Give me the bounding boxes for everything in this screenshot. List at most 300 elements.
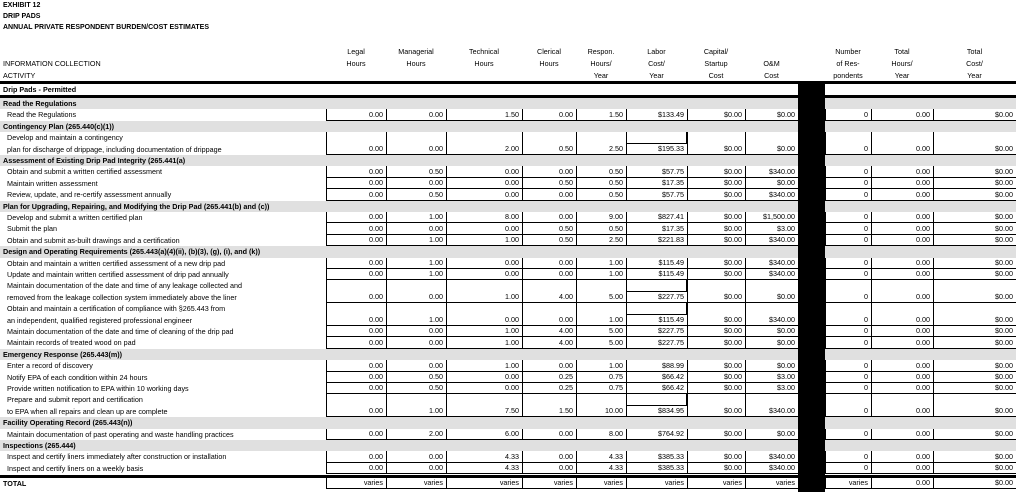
cell-value: 0.00 bbox=[369, 463, 383, 473]
cell-value: 0.00 bbox=[505, 314, 519, 324]
activity-label: Read the Regulations bbox=[7, 110, 77, 120]
cell-value: $0.00 bbox=[777, 292, 795, 302]
value-cell bbox=[745, 212, 799, 223]
value-cell bbox=[933, 269, 1016, 280]
cell-value: 0.00 bbox=[916, 428, 930, 438]
cell-value: 0.00 bbox=[505, 178, 519, 188]
cell-value: $0.00 bbox=[724, 235, 742, 245]
total-cell bbox=[825, 478, 872, 489]
value-cell bbox=[687, 235, 746, 246]
cell-value: 5.00 bbox=[609, 337, 623, 347]
value-cell bbox=[446, 178, 523, 189]
cell-value: $0.00 bbox=[777, 143, 795, 153]
cell-value: 0.50 bbox=[559, 178, 573, 188]
cell-value: 0.00 bbox=[505, 269, 519, 279]
cell-value: $0.00 bbox=[995, 178, 1013, 188]
value-cell bbox=[626, 463, 688, 474]
table-row bbox=[0, 258, 1016, 269]
value-cell bbox=[522, 463, 577, 474]
value-cell bbox=[576, 132, 627, 155]
value-cell bbox=[626, 178, 688, 189]
cell-value: $0.00 bbox=[777, 109, 795, 119]
value-cell bbox=[871, 258, 934, 269]
cell-value: 0.00 bbox=[429, 223, 443, 233]
cell-value: 0.00 bbox=[429, 109, 443, 119]
cell-value: $0.00 bbox=[995, 463, 1013, 473]
value-cell bbox=[522, 212, 577, 223]
value-cell bbox=[326, 383, 387, 394]
value-cell bbox=[446, 258, 523, 269]
value-cell bbox=[745, 372, 799, 383]
cell-value: $0.00 bbox=[724, 314, 742, 324]
activity-label: Notify EPA of each condition within 24 hours bbox=[7, 372, 148, 382]
value-cell bbox=[576, 337, 627, 348]
value-cell bbox=[326, 166, 387, 177]
cell-value: 4.00 bbox=[559, 337, 573, 347]
cell-value: 1.50 bbox=[559, 406, 573, 416]
value-cell bbox=[871, 337, 934, 348]
cell-value: $0.00 bbox=[995, 360, 1013, 370]
value-cell bbox=[576, 360, 627, 371]
value-cell bbox=[825, 132, 872, 155]
value-cell bbox=[326, 303, 387, 326]
section-header bbox=[0, 201, 1016, 212]
total-cell bbox=[326, 478, 387, 489]
activity-label: Develop and submit a written certified plan bbox=[7, 213, 143, 222]
value-cell bbox=[626, 451, 688, 462]
value-cell bbox=[871, 212, 934, 223]
cell-value: 1.00 bbox=[429, 257, 443, 267]
value-cell bbox=[825, 326, 872, 337]
activity-label: Obtain and maintain a certification of compliance with §265.443 from bbox=[7, 304, 226, 314]
cell-value: $115.49 bbox=[658, 314, 684, 324]
section-label: Facility Operating Record (265.443(n)) bbox=[3, 418, 133, 428]
value-cell bbox=[933, 360, 1016, 371]
cell-value: 0.00 bbox=[429, 326, 443, 336]
value-cell bbox=[626, 326, 688, 337]
total-cell bbox=[386, 478, 447, 489]
value-cell bbox=[446, 132, 523, 155]
value-cell bbox=[871, 178, 934, 189]
cell-value: 0.25 bbox=[559, 383, 573, 393]
cell-value: 0.00 bbox=[369, 451, 383, 461]
cell-value: $340.00 bbox=[769, 406, 795, 416]
cell-value: 0.00 bbox=[559, 269, 573, 279]
value-cell bbox=[871, 394, 934, 417]
value-cell bbox=[687, 429, 746, 440]
cell-value: 4.33 bbox=[609, 451, 623, 461]
value-cell bbox=[933, 166, 1016, 177]
value-cell bbox=[626, 223, 688, 234]
value-cell bbox=[933, 429, 1016, 440]
cell-value: $340.00 bbox=[769, 189, 795, 199]
cell-value: $3.00 bbox=[777, 223, 795, 233]
value-cell bbox=[326, 326, 387, 337]
value-cell bbox=[576, 451, 627, 462]
cell-value: $0.00 bbox=[995, 223, 1013, 233]
value-cell bbox=[933, 463, 1016, 474]
value-cell bbox=[522, 223, 577, 234]
table-row bbox=[0, 383, 1016, 394]
value-cell bbox=[326, 372, 387, 383]
cell-value: 0.00 bbox=[429, 463, 443, 473]
cell-value: 0.00 bbox=[916, 235, 930, 245]
value-cell bbox=[326, 269, 387, 280]
value-cell bbox=[933, 258, 1016, 269]
value-cell bbox=[626, 372, 688, 383]
value-cell bbox=[626, 235, 688, 246]
table-row bbox=[0, 178, 1016, 189]
value-cell bbox=[386, 429, 447, 440]
value-cell bbox=[933, 280, 1016, 303]
cell-value: 0.00 bbox=[559, 428, 573, 438]
cell-value: 0.25 bbox=[559, 371, 573, 381]
cell-value: 1.00 bbox=[505, 360, 519, 370]
cell-value: $0.00 bbox=[995, 257, 1013, 267]
value-cell bbox=[386, 451, 447, 462]
table-row bbox=[0, 109, 1016, 120]
cell-value: 0.75 bbox=[609, 371, 623, 381]
activity-label: Prepare and submit report and certification bbox=[7, 395, 143, 405]
col-managerial: Managerial Hours bbox=[398, 47, 434, 68]
value-cell bbox=[687, 132, 746, 155]
cell-value: $17.35 bbox=[662, 223, 684, 233]
cell-value: 0.00 bbox=[369, 314, 383, 324]
value-cell bbox=[522, 166, 577, 177]
total-cell bbox=[933, 478, 1016, 489]
cell-value: 4.33 bbox=[505, 463, 519, 473]
value-cell bbox=[522, 360, 577, 371]
cell-value: 0 bbox=[864, 189, 868, 199]
cell-value: 0 bbox=[864, 178, 868, 188]
cell-value: 0 bbox=[864, 463, 868, 473]
cell-value: 0.00 bbox=[505, 166, 519, 176]
col-clerical: Clerical Hours bbox=[537, 47, 561, 68]
value-cell bbox=[522, 109, 577, 120]
table-row bbox=[0, 235, 1016, 246]
cell-value: $385.33 bbox=[658, 451, 684, 461]
total-row bbox=[0, 478, 1016, 489]
value-cell bbox=[522, 132, 577, 155]
cell-value: 0 bbox=[864, 212, 868, 222]
value-cell bbox=[576, 223, 627, 234]
cell-value: $66.42 bbox=[662, 371, 684, 381]
value-cell bbox=[576, 235, 627, 246]
value-cell bbox=[626, 166, 688, 177]
cell-value: 0.00 bbox=[369, 371, 383, 381]
table-row bbox=[0, 212, 1016, 223]
cell-value: 0.00 bbox=[916, 292, 930, 302]
cell-value: 0.50 bbox=[609, 189, 623, 199]
value-cell bbox=[933, 189, 1016, 200]
value-cell bbox=[326, 394, 387, 417]
value-cell bbox=[745, 178, 799, 189]
value-cell bbox=[687, 360, 746, 371]
value-cell bbox=[825, 372, 872, 383]
value-cell bbox=[576, 166, 627, 177]
value-cell bbox=[446, 429, 523, 440]
cell-value: 0.00 bbox=[505, 223, 519, 233]
value-cell bbox=[626, 360, 688, 371]
cell-value: 1.00 bbox=[609, 314, 623, 324]
value-cell bbox=[933, 132, 1016, 155]
value-cell bbox=[745, 235, 799, 246]
value-cell bbox=[745, 223, 799, 234]
cell-value: 0 bbox=[864, 428, 868, 438]
value-cell bbox=[386, 360, 447, 371]
section-header bbox=[0, 155, 1016, 166]
value-cell bbox=[687, 223, 746, 234]
col-total-hours: Total Hours/ Year bbox=[891, 47, 913, 80]
cell-value: 1.00 bbox=[429, 314, 443, 324]
value-cell bbox=[745, 280, 799, 303]
section-label: Assessment of Existing Drip Pad Integrity (265.441(a) bbox=[3, 156, 186, 165]
cell-value: 0.00 bbox=[429, 337, 443, 347]
value-cell bbox=[687, 269, 746, 280]
value-cell bbox=[626, 383, 688, 394]
value-cell bbox=[825, 360, 872, 371]
cell-value: 0.00 bbox=[916, 143, 930, 153]
cell-value: 0.00 bbox=[916, 223, 930, 233]
cell-value: $340.00 bbox=[769, 257, 795, 267]
cell-value: $57.75 bbox=[662, 166, 684, 176]
activity-label: Maintain documentation of past operating and waste handling practices bbox=[7, 429, 234, 439]
activity-label: Maintain documentation of the date and time of cleaning of the drip pad bbox=[7, 327, 234, 336]
value-cell bbox=[871, 429, 934, 440]
value-cell bbox=[386, 235, 447, 246]
value-cell bbox=[446, 326, 523, 337]
value-cell bbox=[386, 394, 447, 417]
total-value: varies bbox=[423, 478, 443, 488]
value-cell bbox=[326, 212, 387, 223]
cell-value: $0.00 bbox=[777, 337, 795, 347]
section-header bbox=[0, 98, 1016, 109]
col-total-cost: Total Cost/ Year bbox=[966, 47, 983, 80]
cell-value: 4.33 bbox=[505, 451, 519, 461]
value-cell bbox=[871, 372, 934, 383]
value-cell bbox=[933, 223, 1016, 234]
value-cell bbox=[446, 383, 523, 394]
value-cell bbox=[745, 337, 799, 348]
value-cell bbox=[386, 178, 447, 189]
cell-value: 0.00 bbox=[369, 212, 383, 222]
value-cell bbox=[522, 178, 577, 189]
cell-value: 1.50 bbox=[609, 109, 623, 119]
cell-value: 1.00 bbox=[429, 269, 443, 279]
value-cell bbox=[871, 303, 934, 326]
activity-label: removed from the leakage collection system immediately above the liner bbox=[7, 292, 237, 302]
value-cell bbox=[825, 269, 872, 280]
value-cell bbox=[386, 326, 447, 337]
value-cell bbox=[576, 189, 627, 200]
value-cell bbox=[687, 463, 746, 474]
value-cell bbox=[687, 383, 746, 394]
cell-value: 0.00 bbox=[559, 109, 573, 119]
section-header bbox=[0, 349, 1016, 360]
value-cell bbox=[626, 429, 688, 440]
value-cell bbox=[825, 394, 872, 417]
activity-label: Obtain and submit a written certified assessment bbox=[7, 167, 163, 177]
total-cell bbox=[626, 478, 688, 489]
cell-value: $827.41 bbox=[658, 212, 684, 222]
cell-value: $0.00 bbox=[995, 166, 1013, 176]
value-cell bbox=[933, 326, 1016, 337]
value-cell bbox=[871, 166, 934, 177]
cell-value: 5.00 bbox=[609, 326, 623, 336]
value-cell bbox=[522, 383, 577, 394]
cell-value: $0.00 bbox=[724, 223, 742, 233]
cell-value: $115.49 bbox=[658, 257, 684, 267]
activity-label: Maintain written assessment bbox=[7, 178, 98, 188]
col-om: O&M Cost bbox=[763, 59, 780, 80]
value-cell bbox=[871, 451, 934, 462]
value-cell bbox=[522, 337, 577, 348]
cell-value: 0.00 bbox=[369, 326, 383, 336]
value-cell bbox=[446, 189, 523, 200]
cell-value: 0.00 bbox=[916, 383, 930, 393]
value-cell bbox=[386, 303, 447, 326]
cell-value: $0.00 bbox=[995, 212, 1013, 222]
value-cell bbox=[386, 337, 447, 348]
cell-value: $0.00 bbox=[724, 451, 742, 461]
value-cell bbox=[871, 360, 934, 371]
cell-value: $0.00 bbox=[724, 406, 742, 416]
value-cell bbox=[871, 223, 934, 234]
cell-value: 0 bbox=[864, 314, 868, 324]
activity-label: Obtain and submit as-built drawings and a certification bbox=[7, 235, 180, 245]
value-cell bbox=[522, 269, 577, 280]
value-cell bbox=[871, 463, 934, 474]
cell-value: 0.00 bbox=[429, 292, 443, 302]
table-row bbox=[0, 269, 1016, 280]
cell-value: 1.00 bbox=[609, 360, 623, 370]
activity-label: to EPA when all repairs and clean up are complete bbox=[7, 406, 168, 416]
value-cell bbox=[687, 280, 746, 303]
cell-value: 0.00 bbox=[369, 143, 383, 153]
value-cell bbox=[745, 258, 799, 269]
table-row bbox=[0, 280, 1016, 303]
exhibit-title: DRIP PADS bbox=[3, 13, 41, 20]
cell-value: 0.00 bbox=[559, 463, 573, 473]
cell-value: 0 bbox=[864, 371, 868, 381]
value-cell bbox=[446, 269, 523, 280]
cell-value: $17.35 bbox=[662, 178, 684, 188]
value-cell bbox=[326, 223, 387, 234]
cell-value: $0.00 bbox=[724, 212, 742, 222]
value-cell bbox=[933, 235, 1016, 246]
cell-value: $0.00 bbox=[995, 235, 1013, 245]
activity-label: Maintain records of treated wood on pad bbox=[7, 338, 136, 348]
value-cell bbox=[825, 451, 872, 462]
cell-value: 10.00 bbox=[605, 406, 623, 416]
cell-value: 0.00 bbox=[916, 360, 930, 370]
value-cell bbox=[326, 451, 387, 462]
cell-value: 0.00 bbox=[559, 451, 573, 461]
value-cell bbox=[446, 235, 523, 246]
table-row bbox=[0, 360, 1016, 371]
cell-value: 1.00 bbox=[505, 235, 519, 245]
activity-label: Inspect and certify liners on a weekly basis bbox=[7, 463, 144, 473]
value-cell bbox=[522, 429, 577, 440]
value-cell bbox=[576, 109, 627, 120]
cell-value: 0.00 bbox=[916, 337, 930, 347]
cell-value: 0 bbox=[864, 451, 868, 461]
value-cell bbox=[933, 303, 1016, 326]
cell-value: 0 bbox=[864, 166, 868, 176]
cell-value: $0.00 bbox=[995, 406, 1013, 416]
value-cell bbox=[871, 189, 934, 200]
value-cell bbox=[446, 394, 523, 417]
value-cell bbox=[687, 451, 746, 462]
total-value: varies bbox=[722, 478, 742, 488]
cell-value: 0.00 bbox=[505, 371, 519, 381]
value-cell bbox=[687, 303, 746, 326]
value-cell bbox=[446, 303, 523, 326]
value-cell bbox=[626, 303, 688, 326]
value-cell bbox=[326, 337, 387, 348]
value-cell bbox=[326, 280, 387, 303]
value-cell bbox=[386, 189, 447, 200]
value-cell bbox=[745, 189, 799, 200]
activity-label: plan for discharge of drippage, including documentation of drippage bbox=[7, 144, 222, 154]
cell-value: 0.00 bbox=[429, 178, 443, 188]
value-cell bbox=[687, 326, 746, 337]
value-cell bbox=[386, 383, 447, 394]
value-cell bbox=[522, 372, 577, 383]
total-value: varies bbox=[603, 478, 623, 488]
value-cell bbox=[576, 258, 627, 269]
cell-value: $0.00 bbox=[995, 189, 1013, 199]
value-cell bbox=[522, 303, 577, 326]
value-cell bbox=[326, 132, 387, 155]
exhibit-subtitle: ANNUAL PRIVATE RESPONDENT BURDEN/COST ESTIMATES bbox=[3, 24, 209, 31]
cell-value: 7.50 bbox=[505, 406, 519, 416]
cell-value: 0.50 bbox=[559, 235, 573, 245]
cell-value: 1.00 bbox=[609, 257, 623, 267]
value-cell bbox=[576, 212, 627, 223]
value-cell bbox=[745, 463, 799, 474]
value-cell bbox=[871, 326, 934, 337]
cell-value: $0.00 bbox=[995, 451, 1013, 461]
cell-value: 1.00 bbox=[505, 292, 519, 302]
value-cell bbox=[825, 258, 872, 269]
value-cell bbox=[825, 212, 872, 223]
cell-value: 4.00 bbox=[559, 292, 573, 302]
value-cell bbox=[386, 166, 447, 177]
cell-value: $0.00 bbox=[995, 428, 1013, 438]
total-cell bbox=[576, 478, 627, 489]
cell-value: 0.00 bbox=[369, 223, 383, 233]
value-cell bbox=[745, 269, 799, 280]
cell-value: 0.00 bbox=[369, 109, 383, 119]
value-cell bbox=[576, 372, 627, 383]
value-cell bbox=[626, 109, 688, 120]
value-cell bbox=[933, 451, 1016, 462]
cell-value: 0.75 bbox=[609, 383, 623, 393]
cell-value: $0.00 bbox=[724, 337, 742, 347]
cell-value: 1.00 bbox=[505, 326, 519, 336]
cell-value: 0 bbox=[864, 406, 868, 416]
cell-value: 0 bbox=[864, 337, 868, 347]
section-header bbox=[0, 440, 1016, 451]
table-row bbox=[0, 189, 1016, 200]
value-cell bbox=[626, 337, 688, 348]
cell-value: 2.50 bbox=[609, 235, 623, 245]
value-cell bbox=[825, 223, 872, 234]
table-row bbox=[0, 463, 1016, 474]
cell-value: 0.50 bbox=[429, 189, 443, 199]
value-cell bbox=[825, 383, 872, 394]
